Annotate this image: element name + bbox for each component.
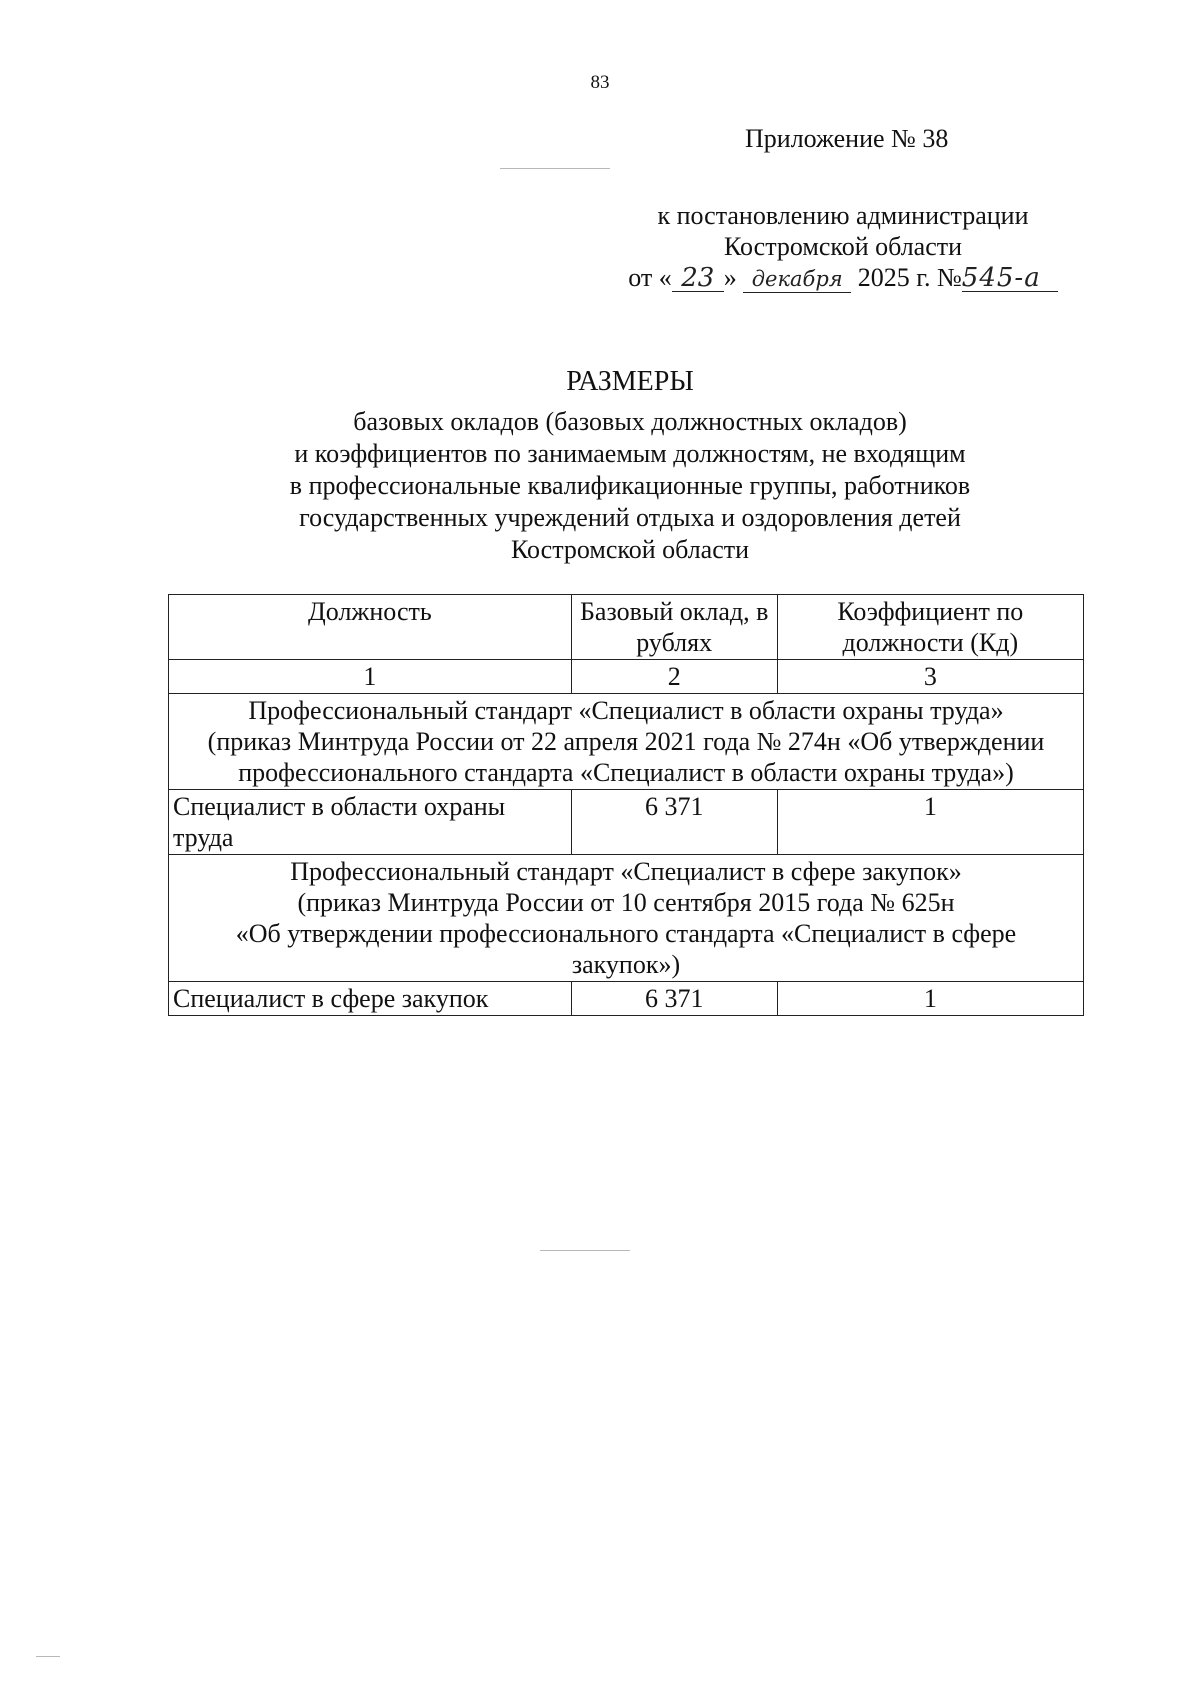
section-header-cell	[169, 694, 1084, 790]
table-header-row	[169, 595, 1084, 660]
year-and-number-label: 2025 г. №	[857, 263, 962, 292]
table-row	[169, 982, 1084, 1016]
handwritten-decree-number: 545-а	[962, 265, 1058, 292]
date-quote-close: »	[723, 263, 737, 292]
table-column-numbers-row	[169, 660, 1084, 694]
subtitle-line: государственных учреждений отдыха и оздоровления детей	[299, 503, 961, 532]
scan-artifact	[500, 168, 610, 169]
subtitle-line: и коэффициентов по занимаемым должностям, не входящим	[294, 439, 966, 468]
header-position: Должность	[169, 595, 572, 660]
position-cell: Специалист в области охраны труда	[169, 790, 572, 855]
decree-reference	[628, 200, 1058, 293]
table-row	[169, 790, 1084, 855]
scan-artifact	[36, 1656, 60, 1657]
section-line: Профессиональный стандарт «Специалист в сфере закупок»	[290, 857, 962, 886]
date-prefix: от «	[628, 263, 672, 292]
decree-line-2: Костромской области	[723, 232, 963, 261]
decree-line-1: к постановлению администрации	[657, 201, 1029, 230]
section-line: профессионального стандарта «Специалист в области охраны труда»)	[238, 758, 1014, 787]
coefficient-cell: 1	[777, 982, 1083, 1016]
section-header-row	[169, 694, 1084, 790]
decree-date-line	[628, 262, 1058, 293]
column-number: 3	[777, 660, 1083, 694]
column-number: 2	[571, 660, 777, 694]
document-title-block	[180, 366, 1080, 566]
section-header-row	[169, 855, 1084, 982]
section-line: (приказ Минтруда России от 10 сентября 2015 года № 625н	[297, 888, 955, 917]
section-line: «Об утверждении профессионального стандарта «Специалист в сфере	[235, 919, 1017, 948]
header-base-salary: Базовый оклад, в рублях	[571, 595, 777, 660]
page-number: 83	[590, 72, 610, 93]
section-header-cell	[169, 855, 1084, 982]
appendix-title: Приложение № 38	[745, 124, 949, 153]
salary-cell: 6 371	[571, 790, 777, 855]
handwritten-month: декабря	[743, 266, 851, 293]
subtitle-line: Костромской области	[510, 535, 750, 564]
salary-cell: 6 371	[571, 982, 777, 1016]
section-line: закупок»)	[571, 950, 681, 979]
section-line: (приказ Минтруда России от 22 апреля 2021 года № 274н «Об утверждении	[207, 727, 1045, 756]
position-cell: Специалист в сфере закупок	[169, 982, 572, 1016]
coefficient-cell: 1	[777, 790, 1083, 855]
handwritten-day: 23	[672, 265, 724, 292]
document-title: РАЗМЕРЫ	[566, 366, 694, 397]
subtitle-line: в профессиональные квалификационные группы, работников	[289, 471, 971, 500]
scan-artifact	[540, 1250, 630, 1251]
section-line: Профессиональный стандарт «Специалист в области охраны труда»	[248, 696, 1004, 725]
header-coefficient: Коэффициент по должности (Кд)	[777, 595, 1083, 660]
column-number: 1	[169, 660, 572, 694]
subtitle-line: базовых окладов (базовых должностных окладов)	[353, 407, 907, 436]
salary-table	[168, 594, 1084, 1016]
